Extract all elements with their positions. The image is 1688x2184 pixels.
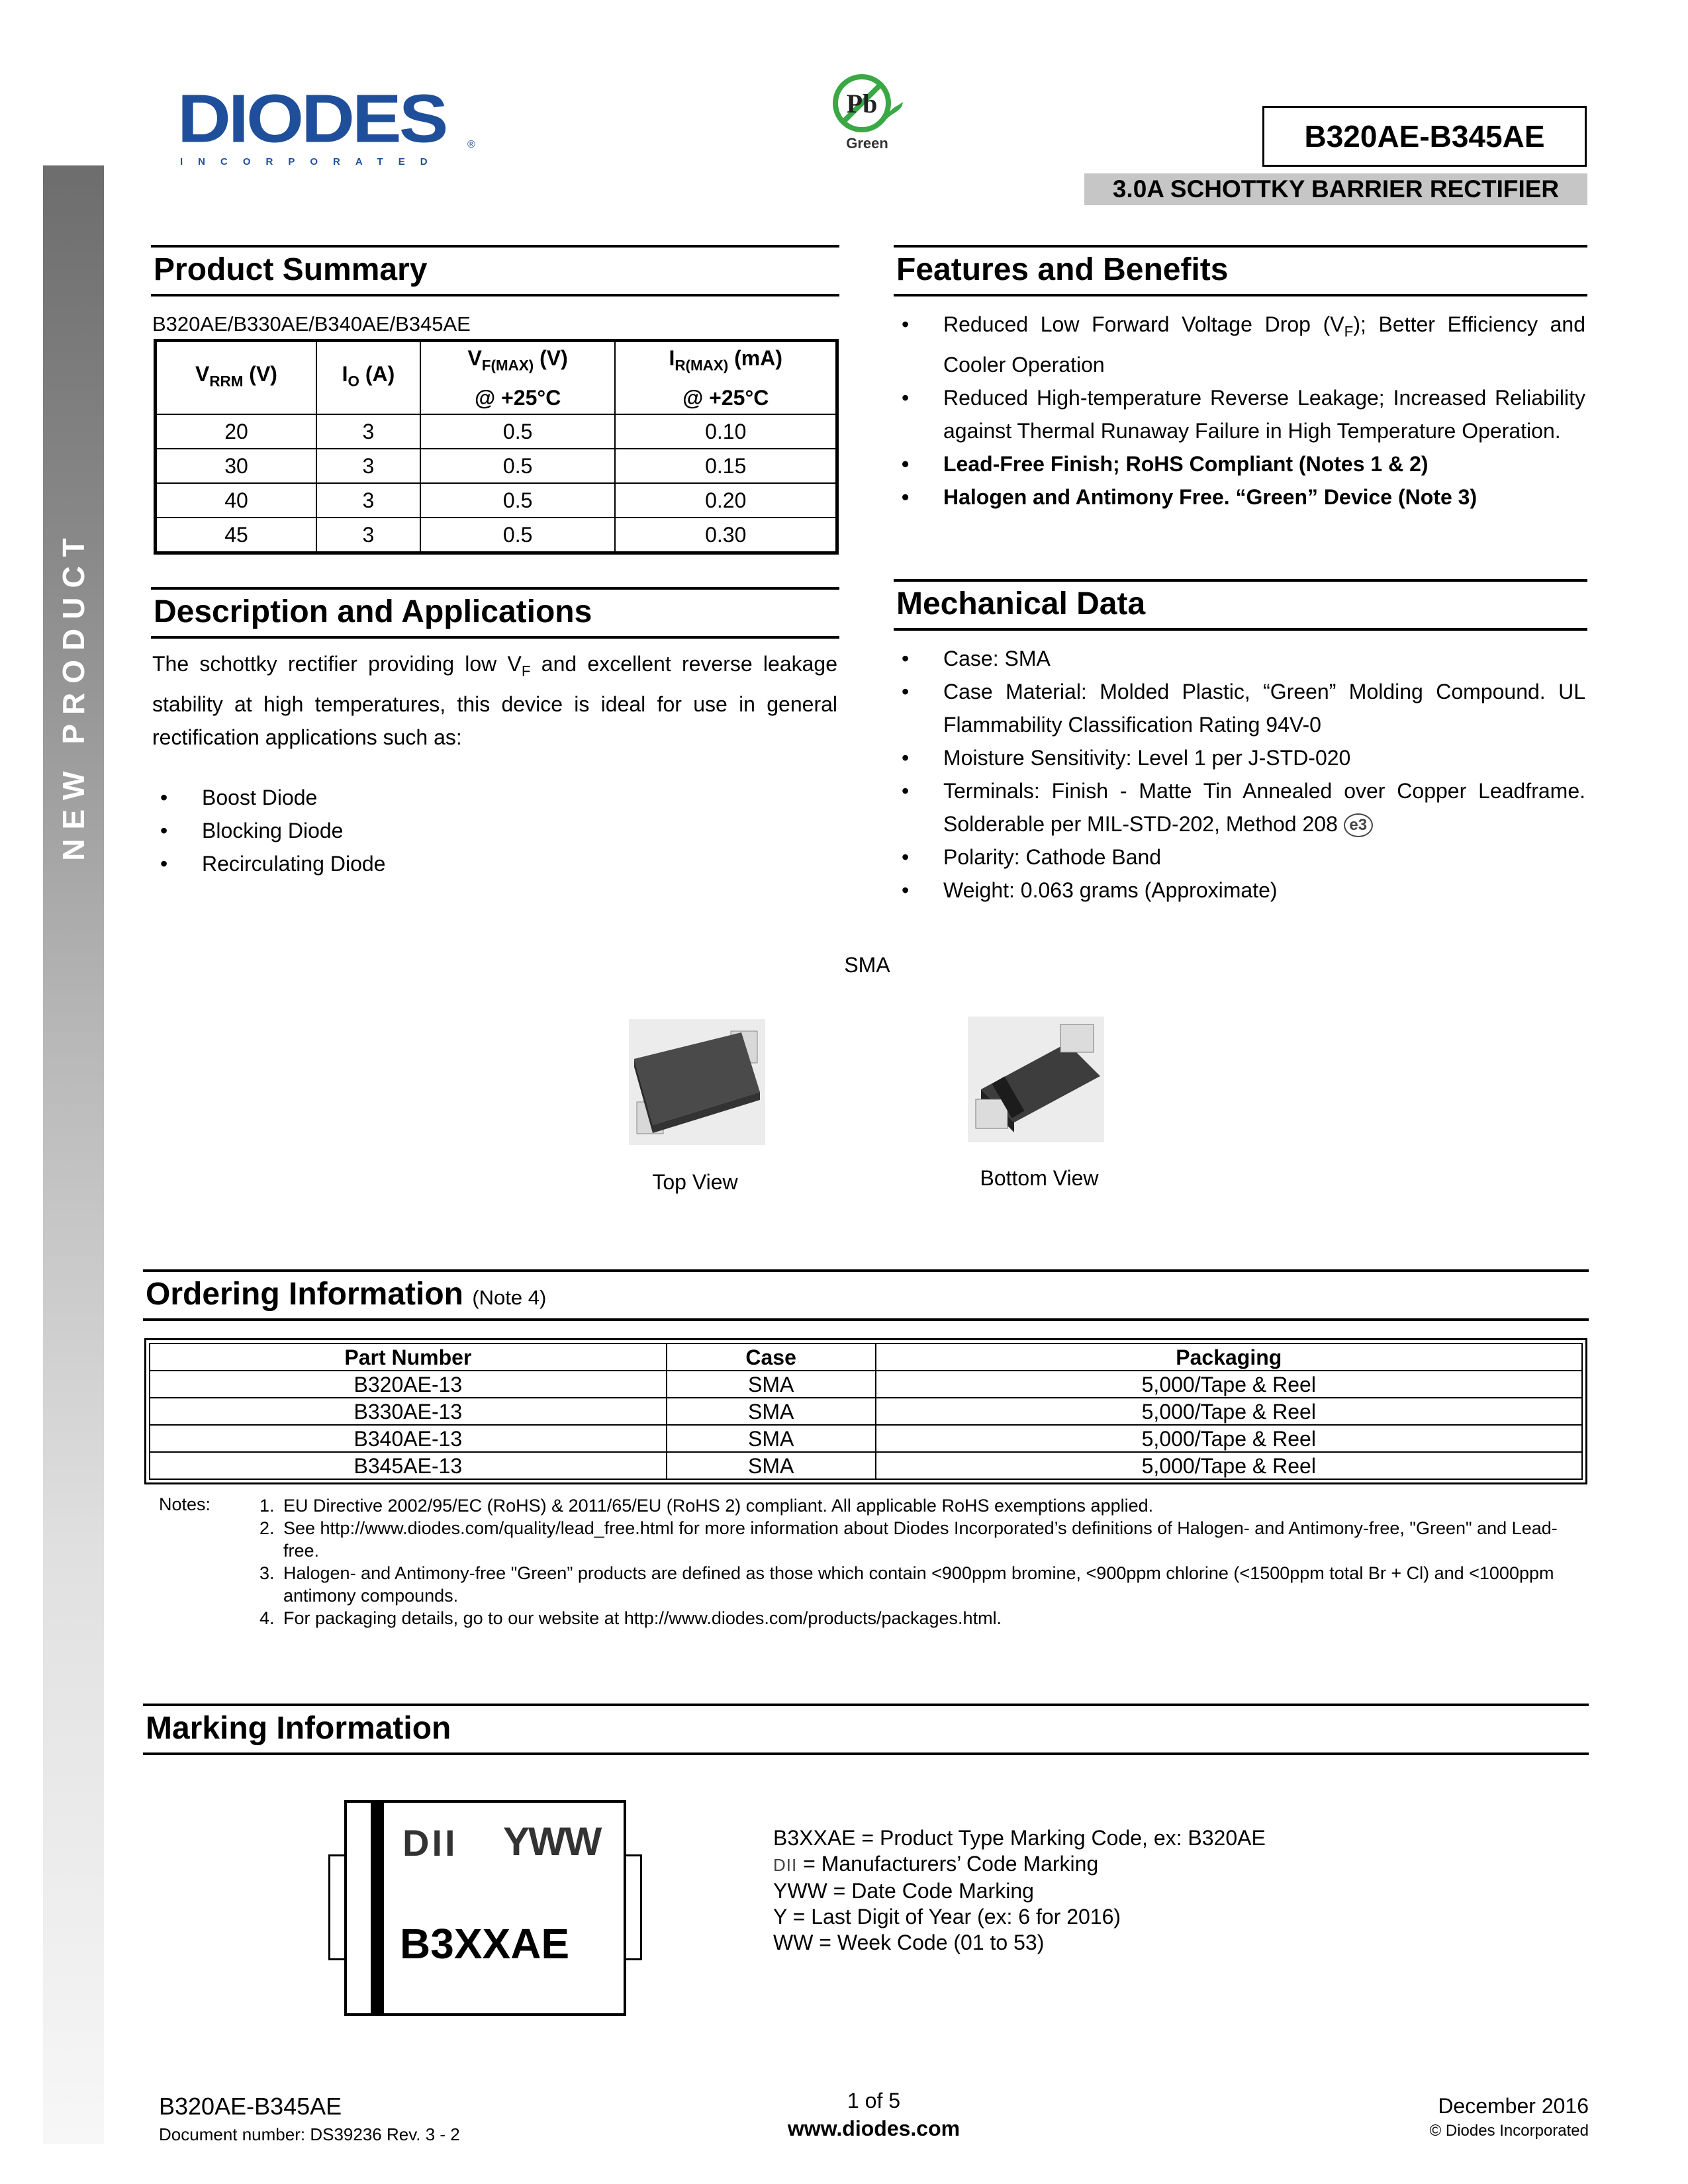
features-heading: Features and Benefits bbox=[894, 245, 1587, 296]
legend-line: DII = Manufacturers’ Code Marking bbox=[773, 1852, 1099, 1876]
applications-list bbox=[152, 781, 837, 880]
col-case: Case bbox=[667, 1343, 876, 1371]
table-row: B330AE-13 SMA 5,000/Tape & Reel bbox=[150, 1398, 1582, 1425]
date-code-mark: YWW bbox=[503, 1819, 601, 1864]
ordering-table bbox=[144, 1338, 1587, 1484]
col-io: $I_O$ (A) bbox=[316, 341, 420, 414]
product-summary-caption: B320AE/B330AE/B340AE/B345AE bbox=[152, 312, 471, 336]
list-item: • Weight: 0.063 grams (Approximate) bbox=[894, 874, 1585, 907]
legend-line: WW = Week Code (01 to 53) bbox=[773, 1931, 1045, 1954]
notes-list bbox=[258, 1494, 1589, 1629]
notes-label: Notes: bbox=[159, 1494, 211, 1514]
description-paragraph: The schottky rectifier providing low $V_F$ and excellent reverse leakage stability at high temperatures, this device is ideal for use in general rectification applications such as: bbox=[152, 652, 838, 750]
marking-legend bbox=[773, 1825, 1435, 1956]
note-item: 3. Halogen- and Antimony-free "Green” products are defined as those which contain <900ppm bromine, <900ppm chlorine (<1500ppm total Br + Cl) and <1000ppm antimony compounds. bbox=[279, 1562, 1589, 1607]
legend-line: Y = Last Digit of Year (ex: 6 for 2016) bbox=[773, 1905, 1121, 1929]
note-item: 1. EU Directive 2002/95/EC (RoHS) & 2011/65/EU (RoHS 2) compliant. All applicable RoHS exemptions applied. bbox=[279, 1494, 1589, 1517]
table-row: B320AE-13 SMA 5,000/Tape & Reel bbox=[150, 1371, 1582, 1398]
manufacturer-logo-small-icon: DII bbox=[773, 1855, 798, 1875]
mechanical-list bbox=[894, 642, 1585, 907]
description-heading: Description and Applications bbox=[151, 587, 839, 639]
side-banner-label: NEW PRODUCT bbox=[56, 529, 91, 861]
footer-document-number: Document number: DS39236 Rev. 3 - 2 bbox=[159, 2124, 460, 2144]
side-banner bbox=[43, 165, 104, 2144]
side-banner-text bbox=[43, 529, 104, 861]
mechanical-heading: Mechanical Data bbox=[894, 579, 1587, 631]
footer-page-number: 1 of 5 bbox=[847, 2089, 901, 2113]
ordering-heading-note: (Note 4) bbox=[472, 1286, 547, 1309]
table-row: 30 3 0.5 0.15 bbox=[156, 449, 836, 483]
package-top-view-image bbox=[629, 1019, 765, 1145]
col-ir: $I_{R(MAX)}$ (mA) @ +25°C bbox=[615, 341, 836, 414]
list-item: • Polarity: Cathode Band bbox=[894, 841, 1585, 874]
package-label: SMA bbox=[844, 953, 890, 977]
list-item: • Case: SMA bbox=[894, 642, 1585, 675]
product-summary-table bbox=[154, 339, 839, 555]
footer-copyright: © Diodes Incorporated bbox=[1429, 2122, 1589, 2140]
table-row: 20 3 0.5 0.10 bbox=[156, 414, 836, 449]
manufacturer-logo-mark: DII bbox=[402, 1822, 458, 1864]
footer-date: December 2016 bbox=[1438, 2094, 1589, 2118]
logo-subtitle: INCORPORATED bbox=[180, 156, 443, 167]
list-item: • Recirculating Diode bbox=[152, 847, 837, 880]
list-item: • Blocking Diode bbox=[152, 814, 837, 847]
green-badge-label: Green bbox=[846, 135, 888, 152]
cathode-band bbox=[371, 1800, 384, 2016]
col-part-number: Part Number bbox=[150, 1343, 667, 1371]
footer-website-link[interactable]: www.diodes.com bbox=[787, 2116, 961, 2140]
product-summary-heading: Product Summary bbox=[151, 245, 839, 296]
list-item: • Terminals: Finish - Matte Tin Annealed over Copper Leadframe. Solderable per MIL-STD-202, Method 208 e3 bbox=[894, 774, 1585, 841]
product-subtitle: 3.0A SCHOTTKY BARRIER RECTIFIER bbox=[1084, 173, 1587, 205]
logo-registered-mark: ® bbox=[467, 139, 475, 150]
bottom-view-label: Bottom View bbox=[980, 1166, 1099, 1190]
list-item: • Moisture Sensitivity: Level 1 per J-STD-020 bbox=[894, 741, 1585, 774]
e3-lead-free-icon: e3 bbox=[1344, 813, 1373, 837]
list-item: • Boost Diode bbox=[152, 781, 837, 814]
list-item: • Halogen and Antimony Free. “Green” Device (Note 3) bbox=[894, 480, 1585, 514]
ordering-heading bbox=[143, 1269, 1589, 1321]
list-item: • Reduced Low Forward Voltage Drop $(V_F)$; Better Efficiency and Cooler Operation bbox=[894, 308, 1585, 381]
table-row: 40 3 0.5 0.20 bbox=[156, 483, 836, 518]
marking-lead-right bbox=[624, 1854, 642, 1960]
table-row: B340AE-13 SMA 5,000/Tape & Reel bbox=[150, 1425, 1582, 1452]
list-item: • Case Material: Molded Plastic, “Green” Molding Compound. UL Flammability Classification Rating 94V-0 bbox=[894, 675, 1585, 741]
note-item: 4. For packaging details, go to our website at http://www.diodes.com/products/packages.html. bbox=[279, 1607, 1589, 1629]
features-list bbox=[894, 308, 1585, 514]
table-row: 45 3 0.5 0.30 bbox=[156, 518, 836, 552]
footer-part-range: B320AE-B345AE bbox=[159, 2093, 342, 2120]
legend-line: YWW = Date Code Marking bbox=[773, 1879, 1034, 1903]
table-row: B345AE-13 SMA 5,000/Tape & Reel bbox=[150, 1452, 1582, 1479]
col-vf: $V_{F(MAX)}$ (V) @ +25°C bbox=[420, 341, 616, 414]
col-vrrm: $V_{RRM}$ (V) bbox=[156, 341, 316, 414]
product-code-mark: B3XXAE bbox=[400, 1920, 570, 1968]
list-item: • Reduced High-temperature Reverse Leakage; Increased Reliability against Thermal Runaway Failure in High Temperature Operation. bbox=[894, 381, 1585, 447]
marking-heading: Marking Information bbox=[143, 1704, 1589, 1755]
legend-line: B3XXAE = Product Type Marking Code, ex: B320AE bbox=[773, 1826, 1266, 1850]
note-item: 2. See http://www.diodes.com/quality/lead_free.html for more information about Diodes Incorporated’s definitions of Halogen- and Antimony-free, "Green" and Lead-free. bbox=[279, 1517, 1589, 1562]
top-view-label: Top View bbox=[652, 1170, 738, 1194]
ordering-heading-text: Ordering Information bbox=[146, 1277, 463, 1312]
company-logo: DIODES bbox=[177, 80, 446, 157]
list-item: • Lead-Free Finish; RoHS Compliant (Notes 1 & 2) bbox=[894, 447, 1585, 480]
badge-text: Pb bbox=[846, 89, 878, 118]
package-bottom-view-image bbox=[968, 1017, 1104, 1142]
part-range-title: B320AE-B345AE bbox=[1262, 106, 1587, 167]
col-packaging: Packaging bbox=[876, 1343, 1582, 1371]
